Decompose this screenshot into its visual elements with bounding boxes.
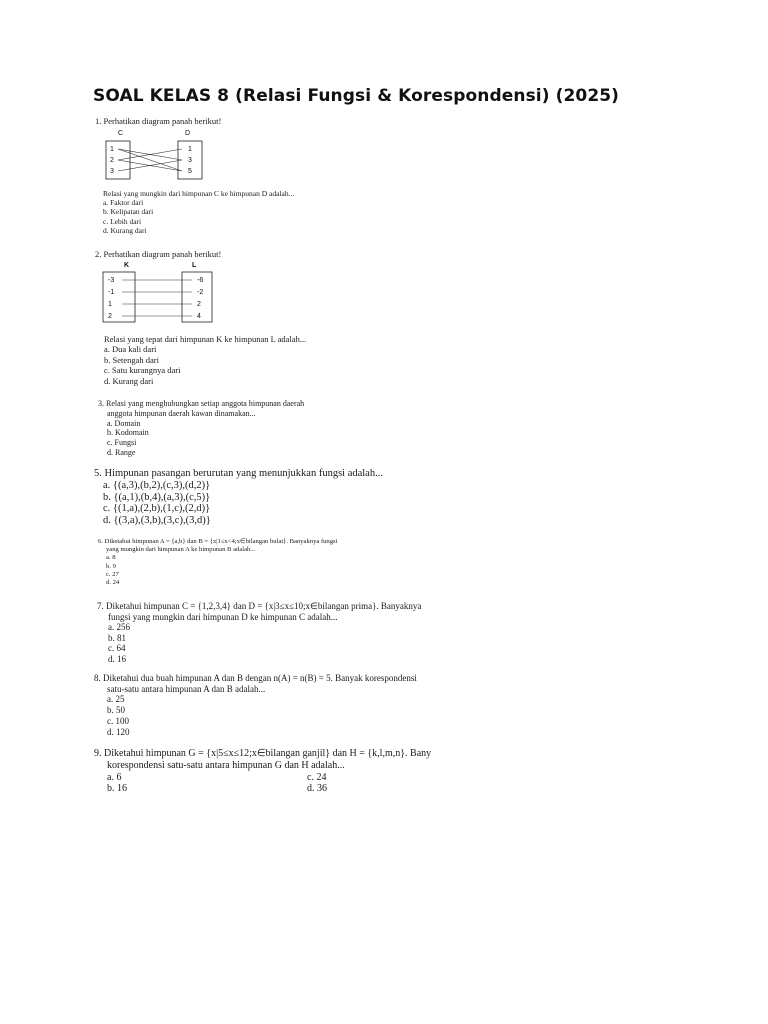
question-3 — [98, 399, 304, 458]
option-b: b. {(a,1),(b,4),(a,3),(c,5)} — [103, 491, 211, 503]
set-l-member: -6 — [197, 277, 204, 284]
set-l-member: 2 — [197, 301, 201, 308]
arrow-diagram-1 — [100, 127, 210, 183]
option-a: a. 256 — [108, 622, 130, 633]
question-7-stem-continued: fungsi yang mungkin dari himpunan D ke himpunan C adalah... — [108, 611, 338, 622]
set-label-c: C — [118, 130, 124, 137]
question-3-stem: 3. Relasi yang menghubungkan setiap anggota himpunan daerah — [98, 399, 305, 408]
option-a: a. 25 — [107, 694, 125, 705]
question-1-body — [103, 189, 294, 235]
options-left-column — [107, 772, 307, 796]
option-c: c. 27 — [106, 570, 119, 578]
question-6-stem: 6. Diketahui himpunan A = {a,b} dan B = {x|1≤x<4;x∈bilangan bulat}. Banyaknya fungsi — [98, 538, 338, 545]
question-2-body — [104, 334, 306, 386]
option-a: a. 6 — [107, 771, 122, 783]
option-d: d. 16 — [108, 653, 126, 664]
set-d-member: 5 — [188, 168, 192, 175]
set-k-member: 2 — [108, 313, 112, 320]
option-b: b. Setengah dari — [104, 354, 159, 365]
set-l-member: -2 — [197, 289, 204, 296]
question-6 — [98, 538, 337, 587]
option-c: c. 24 — [307, 771, 327, 783]
set-d-member: 1 — [188, 146, 192, 153]
question-7 — [97, 601, 421, 665]
option-b: b. 16 — [107, 783, 127, 795]
option-c: c. 100 — [107, 715, 129, 726]
option-b: b. Kodomain — [107, 428, 149, 438]
option-c: c. Satu kurangnya dari — [104, 365, 181, 376]
option-d: d. Kurang dari — [103, 225, 147, 235]
option-a: a. Faktor dari — [103, 198, 144, 208]
question-7-stem: 7. Diketahui himpunan C = {1,2,3,4} dan D = {x|3≤x≤10;x∈bilangan prima}. Banyaknya — [97, 601, 422, 611]
question-1 — [95, 116, 221, 126]
set-label-d: D — [185, 130, 191, 137]
set-k-member: -1 — [108, 289, 115, 296]
question-1-prompt: Relasi yang mungkin dari himpunan C ke himpunan D adalah... — [103, 189, 295, 198]
question-2-stem: 2. Perhatikan diagram panah berikut! — [95, 249, 222, 259]
relation-arrow — [118, 149, 182, 171]
question-6-stem-continued: yang mungkin dari himpunan A ke himpunan B adalah... — [106, 546, 256, 554]
option-b: b. 50 — [107, 705, 125, 716]
option-c: c. 64 — [108, 643, 126, 654]
question-9-options — [94, 772, 431, 796]
question-9-stem: 9. Diketahui himpunan G = {x|5≤x≤12;x∈bilangan ganjil} dan H = {k,l,m,n}. Bany — [94, 748, 432, 759]
set-k-member: 1 — [108, 301, 112, 308]
question-5 — [94, 468, 383, 527]
option-d: d. 24 — [106, 579, 120, 587]
option-d: d. 120 — [107, 726, 130, 737]
set-l-member: 4 — [197, 313, 201, 320]
question-8-stem-continued: satu-satu antara himpunan A dan B adalah... — [107, 683, 266, 694]
question-8-stem: 8. Diketahui dua buah himpunan A dan B dengan n(A) = n(B) = 5. Banyak korespondensi — [94, 673, 417, 683]
option-c: c. Fungsi — [107, 438, 137, 448]
question-9-stem-continued: korespondensi satu-satu antara himpunan G dan H adalah... — [107, 759, 345, 771]
option-d: d. Range — [107, 447, 136, 457]
option-d: d. {(3,a),(3,b),(3,c),(3,d)} — [103, 515, 211, 527]
set-label-l: L — [192, 262, 197, 269]
option-a: a. Dua kali dari — [104, 344, 157, 355]
question-2 — [95, 249, 221, 259]
option-b: b. Kelipatan dari — [103, 207, 154, 217]
set-c-member: 3 — [110, 168, 114, 175]
question-3-stem-continued: anggota himpunan daerah kawan dinamakan... — [107, 408, 256, 418]
options-right-column — [307, 772, 327, 796]
option-c: c. Lebih dari — [103, 216, 142, 226]
option-b: b. 9 — [106, 562, 116, 570]
set-k-member: -3 — [108, 277, 115, 284]
option-b: b. 81 — [108, 632, 126, 643]
page-title: SOAL KELAS 8 (Relasi Fungsi & Korespondensi) (2025) — [93, 86, 620, 106]
question-8 — [94, 673, 417, 737]
arrow-diagram-2 — [100, 259, 220, 325]
set-d-member: 3 — [188, 157, 192, 164]
option-a: a. {(a,3),(b,2),(c,3),(d,2)} — [103, 479, 211, 491]
option-a: a. 8 — [106, 554, 116, 562]
set-label-k: K — [124, 262, 130, 269]
set-c-member: 2 — [110, 157, 114, 164]
question-1-stem: 1. Perhatikan diagram panah berikut! — [95, 116, 222, 126]
option-d: d. 36 — [307, 783, 327, 795]
option-c: c. {(1,a),(2,b),(1,c),(2,d)} — [103, 503, 211, 515]
question-5-stem: 5. Himpunan pasangan berurutan yang menunjukkan fungsi adalah... — [94, 468, 383, 479]
question-2-prompt: Relasi yang tepat dari himpunan K ke himpunan L adalah... — [104, 334, 307, 344]
option-a: a. Domain — [107, 418, 141, 428]
question-9 — [94, 748, 431, 795]
option-d: d. Kurang dari — [104, 375, 154, 386]
set-c-member: 1 — [110, 146, 114, 153]
